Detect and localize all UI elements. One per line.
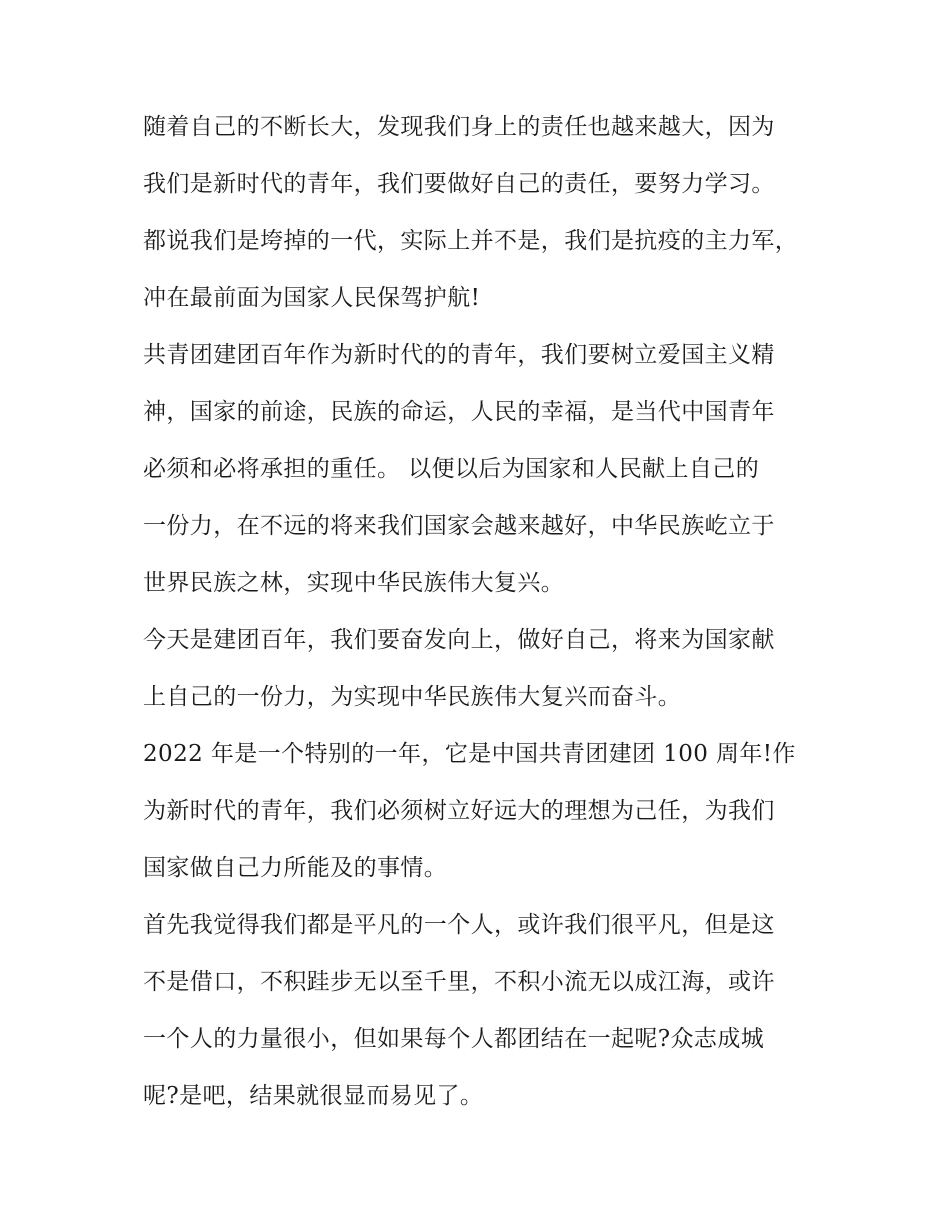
text-line: 一份力，在不远的将来我们国家会越来越好，中华民族屹立于: [143, 513, 775, 539]
text-line: 不是借口，不积跬步无以至千里，不积小流无以成江海，或许: [143, 969, 775, 995]
text-line: 呢?是吧，结果就很显而易见了。: [143, 1083, 484, 1109]
text-line: 国家做自己力所能及的事情。: [143, 855, 448, 881]
text-line: 我们是新时代的青年，我们要做好自己的责任，要努力学习。: [143, 171, 775, 197]
text-line: 都说我们是垮掉的一代，实际上并不是，我们是抗疫的主力军，: [143, 228, 799, 254]
text-line: 今天是建团百年，我们要奋发向上，做好自己，将来为国家献: [143, 627, 775, 653]
text-line: 上自己的一份力，为实现中华民族伟大复兴而奋斗。: [143, 684, 682, 710]
text-line: 神，国家的前途，民族的命运，人民的幸福，是当代中国青年: [143, 399, 775, 425]
text-line: 随着自己的不断长大，发现我们身上的责任也越来越大，因为: [143, 114, 775, 140]
text-line: 共青团建团百年作为新时代的的青年，我们要树立爱国主义精: [143, 342, 775, 368]
text-line: 世界民族之林，实现中华民族伟大复兴。: [143, 570, 565, 596]
body-text: [143, 103, 843, 1129]
text-line: 一个人的力量很小，但如果每个人都团结在一起呢?众志成城: [143, 1026, 765, 1052]
text-line: 首先我觉得我们都是平凡的一个人，或许我们很平凡，但是这: [143, 912, 775, 938]
text-line: 为新时代的青年，我们必须树立好远大的理想为己任，为我们: [143, 798, 775, 824]
text-line: 冲在最前面为国家人民保驾护航!: [143, 285, 481, 311]
text-line: 必须和必将承担的重任。 以便以后为国家和人民献上自己的: [143, 456, 760, 482]
text-line: 2022 年是一个特别的一年，它是中国共青团建团 100 周年!作: [143, 741, 796, 767]
